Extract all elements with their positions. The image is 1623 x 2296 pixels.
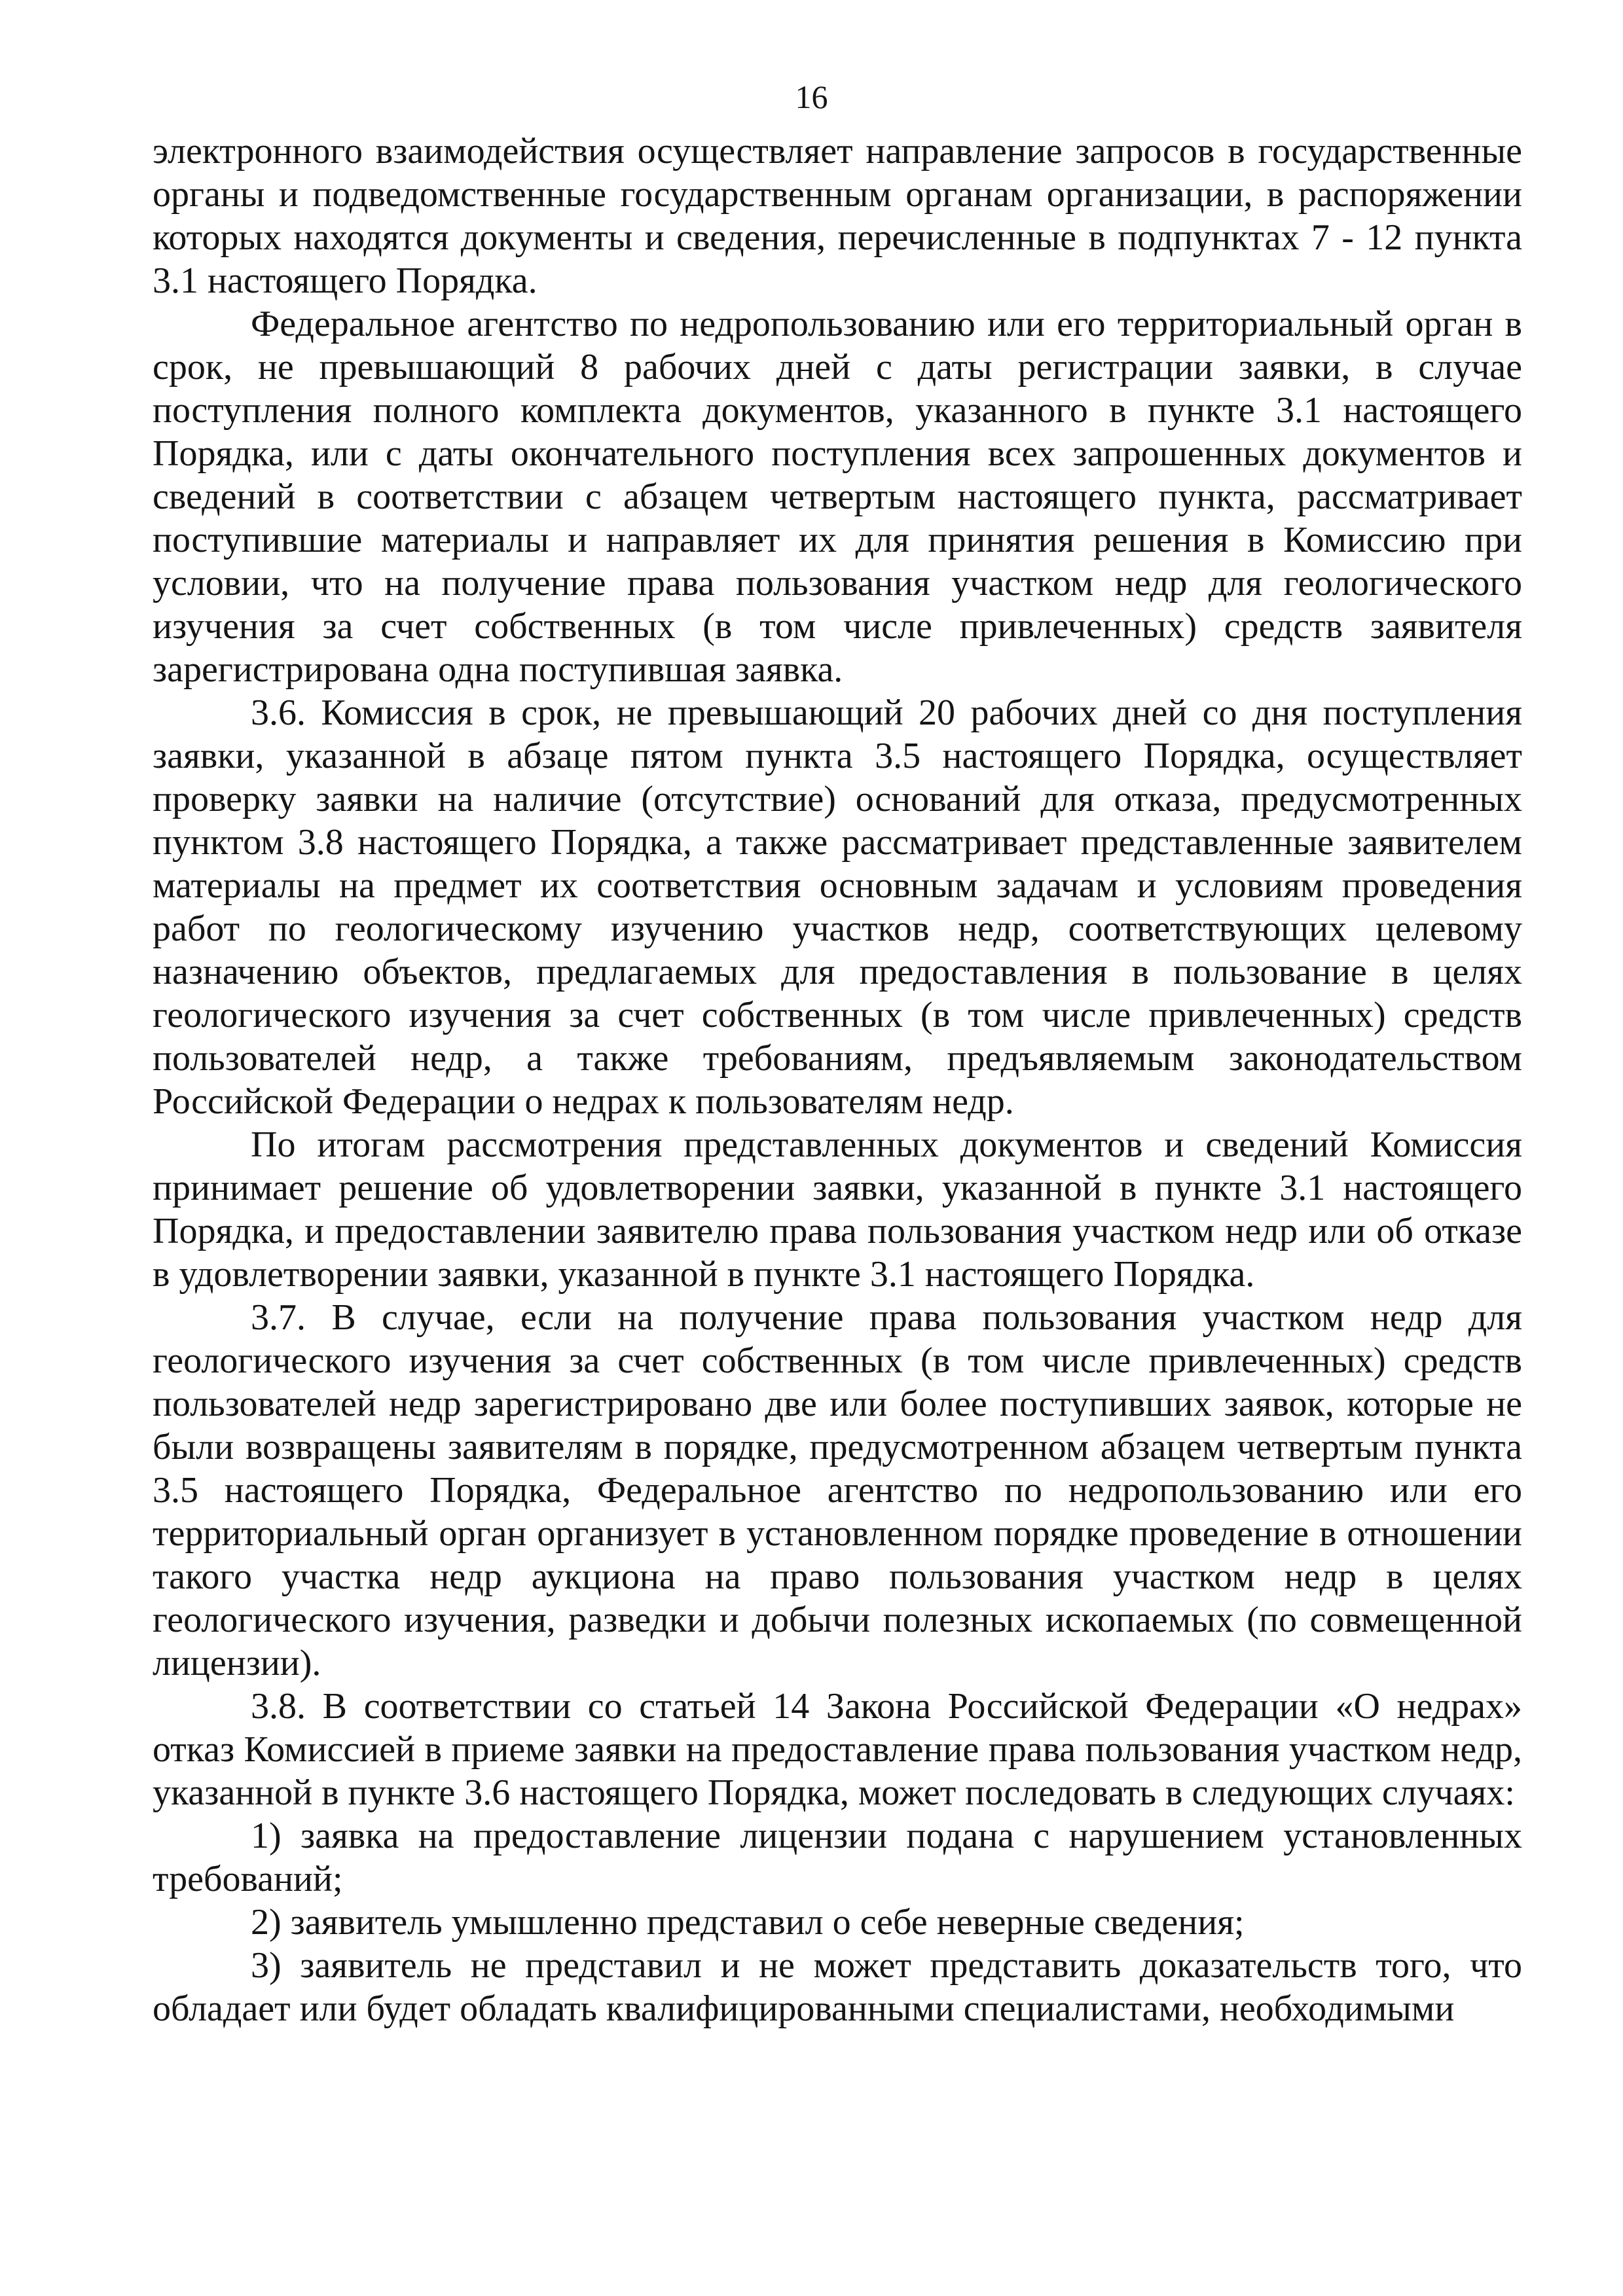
list-item-1: 1) заявка на предоставление лицензии подана с нарушением установленных требований; [153, 1816, 1522, 1899]
paragraph-federal-agency: Федеральное агентство по недропользованию или его территориальный орган в срок, не превышающий 8 рабочих дней с даты регистрации заявки, в случае поступления полного комплекта документов, указанного в пункте 3.1 настоящего Порядка, или с даты окончательного поступления всех запрошенных документов и сведений в соответствии с абзацем четвертым настоящего пункта, рассматривает поступившие материалы и направляет их для принятия решения в Комиссию при условии, что на получение права пользования участком недр для геологического изучения за счет собственных (в том числе привлеченных) средств заявителя зарегистрирована одна поступившая заявка. [153, 304, 1522, 690]
paragraph-3-8: 3.8. В соответствии со статьей 14 Закона Российской Федерации «О недрах» отказ Комиссией в приеме заявки на предоставление права пользования участком недр, указанной в пункте 3.6 настоящего Порядка, может последовать в следующих случаях: [153, 1686, 1522, 1813]
document-body [153, 130, 1522, 2030]
paragraph-3-6: 3.6. Комиссия в срок, не превышающий 20 рабочих дней со дня поступления заявки, указанной в абзаце пятом пункта 3.5 настоящего Порядка, осуществляет проверку заявки на наличие (отсутствие) оснований для отказа, предусмотренных пунктом 3.8 настоящего Порядка, а также рассматривает представленные заявителем материалы на предмет их соответствия основным задачам и условиям проведения работ по геологическому изучению участков недр, соответствующих целевому назначению объектов, предлагаемых для предоставления в пользование в целях геологического изучения за счет собственных (в том числе привлеченных) средств пользователей недр, а также требованиям, предъявляемым законодательством Российской Федерации о недрах к пользователям недр. [153, 692, 1522, 1122]
page-number: 16 [795, 79, 828, 115]
paragraph-3-7: 3.7. В случае, если на получение права пользования участком недр для геологического изучения за счет собственных (в том числе привлеченных) средств пользователей недр зарегистрировано две или более поступивших заявок, которые не были возвращены заявителям в порядке, предусмотренном абзацем четвертым пункта 3.5 настоящего Порядка, Федеральное агентство по недропользованию или его территориальный орган организует в установленном порядке проведение в отношении такого участка недр аукциона на право пользования участком недр в целях геологического изучения, разведки и добычи полезных ископаемых (по совмещенной лицензии). [153, 1297, 1522, 1683]
list-item-2: 2) заявитель умышленно представил о себе неверные сведения; [251, 1902, 1245, 1943]
paragraph-continuation: электронного взаимодействия осуществляет направление запросов в государственные органы и подведомственные государственным органам организации, в распоряжении которых находятся документы и сведения, перечисленные в подпунктах 7 - 12 пункта 3.1 настоящего Порядка. [153, 131, 1522, 301]
list-item-3: 3) заявитель не представил и не может представить доказательств того, что обладает или будет обладать квалифицированными специалистами, необходимыми [153, 1945, 1522, 2029]
paragraph-commission-decision: По итогам рассмотрения представленных документов и сведений Комиссия принимает решение об удовлетворении заявки, указанной в пункте 3.1 настоящего Порядка, и предоставлении заявителю права пользования участком недр или об отказе в удовлетворении заявки, указанной в пункте 3.1 настоящего Порядка. [153, 1124, 1522, 1295]
